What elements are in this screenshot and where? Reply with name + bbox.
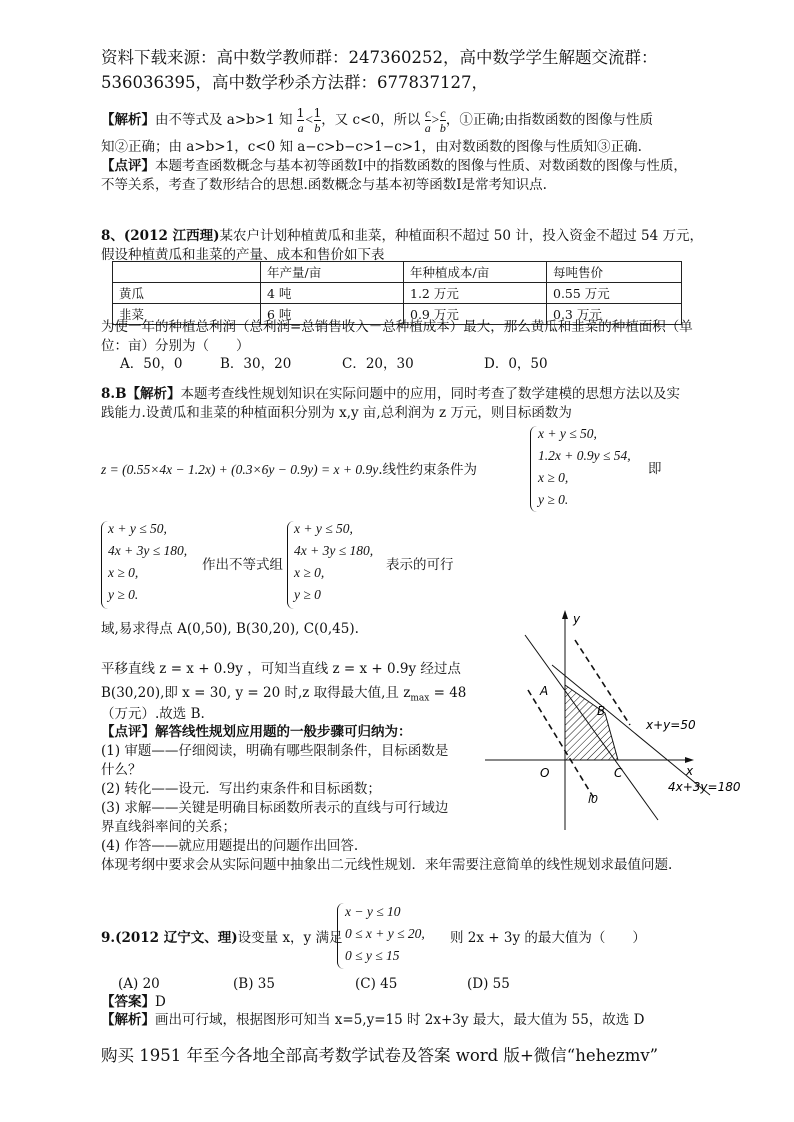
q9-number: 9. [101,930,116,946]
shift-line-1: 平移直线 z = x + 0.9y ，可知当直线 z = x + 0.9y 经过点 [101,661,461,677]
table-cell: 黄瓜 [113,283,261,304]
gt-sign: > [430,112,440,127]
q9-option-c: (C) 45 [355,976,398,992]
table-cell: 4 吨 [261,283,404,304]
line-label-2: 4x+3y=180 [668,780,741,794]
constraint-row: x − y ≤ 10 [345,904,401,919]
point-b-label: B [597,704,606,718]
constraint-row: 1.2x + 0.9y ≤ 54, [538,448,631,463]
line-label-1: x+y=50 [646,718,696,732]
q9-stem-end: 则 2x + 3y 的最大值为（ ） [450,930,646,946]
table-cell: 0.3 万元 [547,304,682,325]
q9-answer [101,993,166,1012]
header-line-1: 资料下载来源：高中数学教师群：247360252，高中数学学生解题交流群： [101,48,658,67]
q8-number: 8、 [101,228,124,244]
q8-source: (2012 江西理) [123,228,220,244]
table-header-cell [113,262,261,283]
q7-analysis-line-2: 知②正确；由 a>b>1，c<0 知 a−c>b−c>1−c>1，由对数函数的图像与性质知③正确. [101,139,642,155]
table-header-cell: 每吨售价 [547,262,682,283]
q7-comment-line-1 [101,157,687,176]
constraint-row: 4x + 3y ≤ 180, [108,543,188,558]
solution-lead: 8.B [101,386,127,402]
fraction-c-over-a: $\frac{c}{a}$ [424,106,431,135]
table-row [113,283,682,304]
table-cell: 韭菜 [113,304,261,325]
shift-text: B(30,20),即 x = 30, y = 20 时,z 取得最大值,且 z [101,685,411,701]
q8-after-line-1: 为使一年的种植总利润（总利润=总销售收入－总种植成本）最大，那么黄瓜和韭菜的种植面积（单 [101,319,693,335]
feasible-region [565,685,618,760]
table-cell: 1.2 万元 [404,283,547,304]
x-axis-label: x [686,764,694,778]
q9-option-d: (D) 55 [467,976,510,992]
comment-bold: 解答线性规划应用题的一般步骤可归纳为： [155,724,412,740]
q8-stem-line-2: 假设种植黄瓜和韭菜的产量、成本和售价如下表 [101,247,385,263]
constraint-lead: .线性约束条件为 [378,462,477,478]
q7-text-c: ，①正确;由指数函数的图像与性质 [445,112,653,128]
points-line: 域,易求得点 A(0,50), B(30,20), C(0,45). [101,621,359,637]
comment-line [101,723,412,742]
q8-after-line-2: 位：亩）分别为（ ） [101,338,250,354]
solution-tag: 【解析】 [126,386,181,402]
answer-value: D [155,994,166,1010]
constraint-row: x + y ≤ 50, [294,521,353,536]
solution-text: 本题考查线性规划知识在实际问题中的应用，同时考查了数学建模的思想方法以及实 [180,386,681,402]
objective-function: z = (0.55×4x − 1.2x) + (0.3×6y − 0.9y) = x + 0.9y [101,462,379,477]
fraction-1-over-a: $\frac{1}{a}$ [296,106,305,135]
table-header-row [113,262,682,283]
solution-line-2: 践能力.设黄瓜和韭菜的种植面积分别为 x,y 亩,总利润为 z 万元，则目标函数为 [101,405,572,421]
constraint-row: x ≥ 0, [538,470,569,485]
solution-line-1 [101,385,680,404]
constraint-row: 0 ≤ y ≤ 15 [345,948,400,963]
footer-line: 购买 1951 年至今各地全部高考数学试卷及答案 word 版+微信“hehezmv” [101,1046,659,1065]
system-brace-1 [530,426,537,512]
closing-line: 体现考纲中要求会从实际问题中抽象出二元线性规划．来年需要注意简单的线性规划求最值问题. [101,857,673,873]
comment-tag: 【点评】 [101,724,155,740]
q7-comment-line-2: 不等关系，考查了数形结合的思想.函数概念与基本初等函数Ⅰ是常考知识点. [101,177,547,193]
constraint-system-2 [108,518,187,606]
q9-stem [101,929,342,948]
q8-option-a: A．50，0 [120,356,183,372]
q9-option-b: (B) 35 [233,976,275,992]
constraint-row: y ≥ 0. [108,587,139,602]
q9-constraint-system [345,901,425,967]
q9-option-a: (A) 20 [118,976,160,992]
q8-option-b: B．30，20 [220,356,292,372]
q7-text-b: ，又 c<0，所以 [321,112,421,128]
q8-stem-text: 某农户计划种植黄瓜和韭菜，种植面积不超过 50 计，投入资金不超过 54 万元， [219,228,703,244]
table-header-cell: 年种植成本/亩 [404,262,547,283]
system-brace-3 [287,521,294,609]
header-line-2: 536036395，高中数学秒杀方法群：677837127， [101,73,488,92]
step-1: (1) 审题——仔细阅读，明确有哪些限制条件，目标函数是 [101,743,449,759]
q7-text-a: 由不等式及 a>b>1 知 [155,112,293,128]
constraint-row: 4x + 3y ≤ 180, [294,543,374,558]
lt-sign: < [304,112,314,127]
objective-line [101,460,477,480]
q9-stem-text: 设变量 x，y 满足 [237,930,343,946]
step-4: (4) 作答——就应用题提出的问题作出回答. [101,838,359,854]
point-a-label: A [540,684,549,698]
analysis-tag: 【解析】 [101,1012,155,1028]
q8-option-d: D．0，50 [484,356,548,372]
region-text: 表示的可行 [386,557,454,573]
shift-line-3: （万元）.故选 B. [101,706,205,722]
constraint-system-1 [538,423,631,511]
fraction-c-over-b: $\frac{c}{b}$ [439,106,446,135]
y-axis-arrow [562,610,568,619]
origin-label: O [540,766,550,780]
step-3: (3) 求解——关键是明确目标函数所表示的直线与可行域边 [101,800,449,816]
answer-tag: 【答案】 [101,994,155,1010]
q8-data-table [112,261,682,325]
constraint-row: 0 ≤ x + y ≤ 20, [345,926,425,941]
point-c-label: C [614,766,623,780]
analysis-tag: 【解析】 [101,112,155,128]
y-axis-label: y [573,612,581,626]
q9-analysis [101,1011,644,1030]
constraint-row: x ≥ 0, [294,565,325,580]
feasible-region-graph [480,605,780,835]
q9-source: (2012 辽宁文、理) [115,930,238,946]
step-1-cont: 什么？ [101,762,142,778]
table-cell: 0.55 万元 [547,283,682,304]
constraint-row: y ≥ 0 [294,587,321,602]
l0-label: l0 [588,793,599,806]
table-cell: 0.9 万元 [404,304,547,325]
step-2: (2) 转化——设元．写出约束条件和目标函数； [101,781,381,797]
q7-comment-text: 本题考查函数概念与基本初等函数Ⅰ中的指数函数的图像与性质、对数函数的图像与性质， [155,158,687,174]
table-header-cell: 年产量/亩 [261,262,404,283]
ji-text: 即 [648,461,662,477]
q8-option-c: C．20，30 [342,356,414,372]
system-brace-2 [101,521,108,609]
q7-analysis-line-1 [101,106,653,135]
zmax-value: = 48 [429,685,467,701]
comment-tag: 【点评】 [101,158,155,174]
zmax-subscript: max [410,693,430,704]
constraint-system-3 [294,518,373,606]
q8-stem-line-1 [101,227,703,246]
x-axis-arrow [685,757,694,763]
constraint-row: x + y ≤ 50, [108,521,167,536]
step-3-cont: 界直线斜率间的关系； [101,819,236,835]
fraction-1-over-b: $\frac{1}{b}$ [313,106,322,135]
analysis-text: 画出可行域，根据图形可知当 x=5,y=15 时 2x+3y 最大，最大值为 55，故选 D [155,1012,645,1028]
constraint-row: x + y ≤ 50, [538,426,597,441]
table-cell: 6 吨 [261,304,404,325]
constraint-row: x ≥ 0, [108,565,139,580]
constraint-row: y ≥ 0. [538,492,569,507]
draw-text: 作出不等式组 [202,557,283,573]
